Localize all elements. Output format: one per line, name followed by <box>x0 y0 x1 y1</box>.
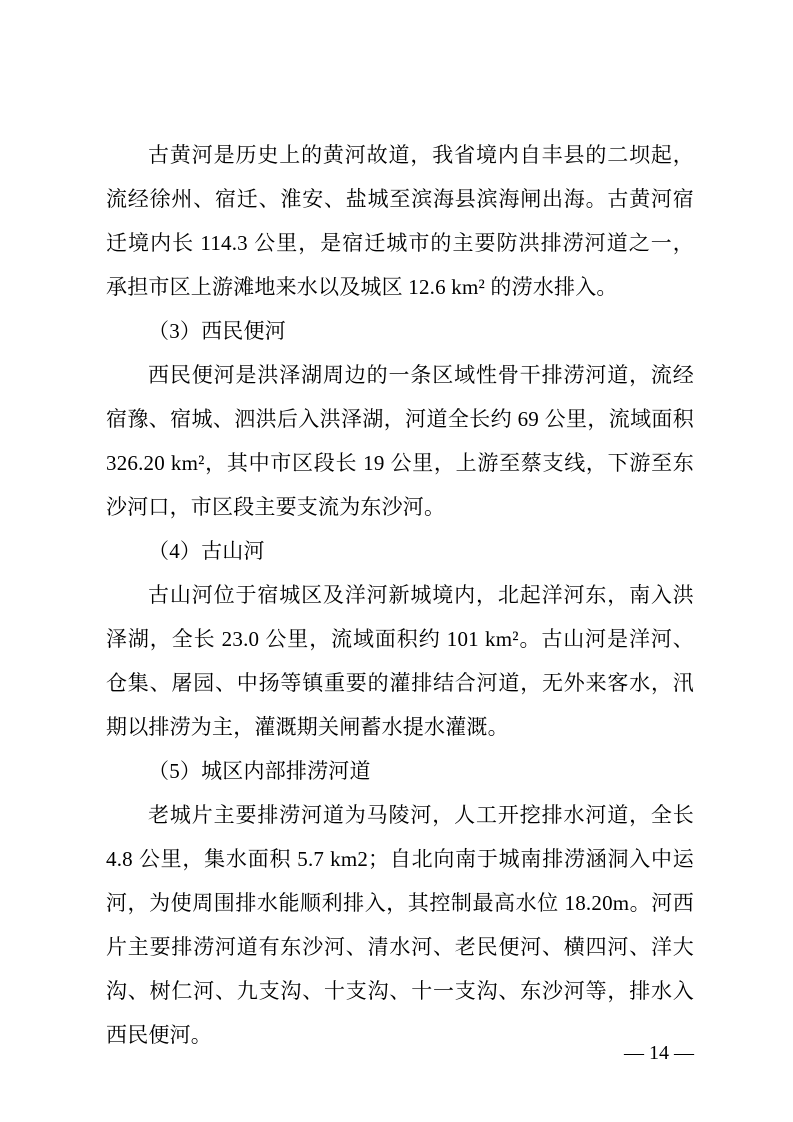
paragraph: 古黄河是历史上的黄河故道，我省境内自丰县的二坝起，流经徐州、宿迁、淮安、盐城至滨海县滨海闸出海。古黄河宿迁境内长 114.3 公里，是宿迁城市的主要防洪排涝河道之一，承担市区上游滩地来水以及城区 12.6 km² 的涝水排入。 <box>106 143 694 299</box>
section-heading: （3）西民便河 <box>148 319 286 343</box>
paragraph: 古山河位于宿城区及洋河新城境内，北起洋河东，南入洪泽湖，全长 23.0 公里，流域面积约 101 km²。古山河是洋河、仓集、屠园、中扬等镇重要的灌排结合河道，无外来客水，汛期以排涝为主，灌溉期关闸蓄水提水灌溉。 <box>106 583 694 739</box>
page-footer <box>106 1031 694 1075</box>
document-body <box>106 133 694 1057</box>
paragraph: 老城片主要排涝河道为马陵河，人工开挖排水河道，全长 4.8 公里，集水面积 5.7 km2；自北向南于城南排涝涵洞入中运河，为使周围排水能顺利排入，其控制最高水位 18.20m。河西片主要排涝河道有东沙河、清水河、老民便河、横四河、洋大沟、树仁河、九支沟、十支沟、十一支沟、东沙河等，排水入西民便河。 <box>106 803 694 1047</box>
section-heading: （4）古山河 <box>148 539 265 563</box>
paragraph: 西民便河是洪泽湖周边的一条区域性骨干排涝河道，流经宿豫、宿城、泗洪后入洪泽湖，河道全长约 69 公里，流域面积 326.20 km²，其中市区段长 19 公里，上游至蔡支线，下游至东沙河口，市区段主要支流为东沙河。 <box>106 363 694 519</box>
page-number: — 14 — <box>624 1042 694 1064</box>
section-heading: （5）城区内部排涝河道 <box>148 759 371 783</box>
